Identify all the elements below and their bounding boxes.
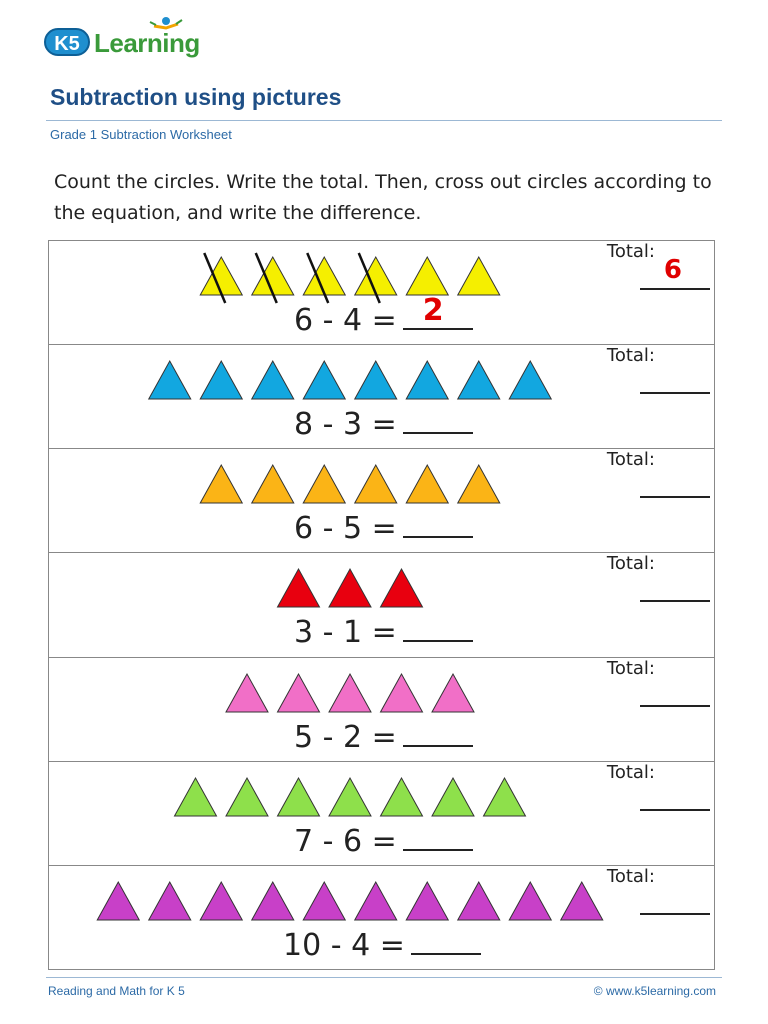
difference-blank[interactable]: [403, 825, 473, 851]
triangle-shape: [252, 257, 294, 295]
total-label: Total:: [606, 345, 655, 366]
problem-row: [49, 658, 714, 762]
difference-blank[interactable]: [403, 408, 473, 434]
triangle-shape: [200, 361, 242, 399]
triangle-shape: [458, 882, 500, 920]
equation: [294, 824, 473, 859]
problem-row: [49, 553, 714, 658]
triangle-shape: [329, 674, 371, 712]
triangle-shape: [200, 465, 242, 503]
triangle-shape: [458, 361, 500, 399]
instructions: Count the circles. Write the total. Then, cross out circles according to the equation, and write the difference.: [54, 171, 712, 224]
page-subtitle: Grade 1 Subtraction Worksheet: [50, 127, 232, 142]
equation-text: 6 - 4 =: [294, 303, 397, 338]
total-blank[interactable]: [640, 599, 710, 602]
triangle-shape: [252, 882, 294, 920]
equation-text: 10 - 4 =: [283, 928, 405, 963]
page-title: Subtraction using pictures: [50, 84, 342, 110]
triangle-shape: [509, 882, 551, 920]
total-label: Total:: [606, 866, 655, 887]
triangle-shape: [406, 465, 448, 503]
difference-answer: 2: [422, 293, 444, 328]
triangle-shape: [381, 674, 423, 712]
total-label: Total:: [606, 658, 655, 679]
header-divider: [46, 120, 722, 121]
triangle-shape: [303, 361, 345, 399]
triangle-shape: [355, 257, 397, 295]
total-label: Total:: [606, 449, 655, 470]
equation-text: 6 - 5 =: [294, 511, 397, 546]
logo-figure-icon: [146, 16, 186, 38]
difference-blank[interactable]: [403, 721, 473, 747]
equation: [283, 928, 481, 963]
difference-blank[interactable]: [403, 293, 473, 330]
triangle-shape: [509, 361, 551, 399]
triangle-shape: [252, 361, 294, 399]
logo-k5-badge: K5: [44, 28, 90, 56]
triangle-shape: [303, 465, 345, 503]
equation: [294, 615, 473, 650]
triangle-shape: [406, 361, 448, 399]
triangle-shape: [432, 674, 474, 712]
triangle-shape: [355, 361, 397, 399]
total-answer: 6: [663, 255, 682, 285]
triangle-shape: [329, 569, 371, 607]
problem-row: [49, 762, 714, 866]
difference-blank[interactable]: [403, 616, 473, 642]
equation-text: 5 - 2 =: [294, 720, 397, 755]
total-label: Total:: [606, 553, 655, 574]
triangle-shape: [252, 465, 294, 503]
equation-text: 8 - 3 =: [294, 407, 397, 442]
triangle-shape: [278, 778, 320, 816]
total-blank[interactable]: [640, 912, 710, 915]
triangle-shape: [484, 778, 526, 816]
triangle-shape: [406, 257, 448, 295]
triangle-shape: [278, 674, 320, 712]
logo-wordmark: Learning: [94, 28, 200, 58]
triangle-shape: [432, 778, 474, 816]
difference-blank[interactable]: [411, 929, 481, 955]
problem-row: [49, 449, 714, 553]
triangle-shape: [226, 674, 268, 712]
equation: [294, 511, 473, 546]
triangle-shape: [97, 882, 139, 920]
triangle-shape: [226, 778, 268, 816]
total-blank[interactable]: [640, 391, 710, 394]
total-label: Total:: [606, 762, 655, 783]
problem-row: [49, 345, 714, 449]
triangle-shape: [458, 465, 500, 503]
triangle-shape: [200, 882, 242, 920]
equation-text: 3 - 1 =: [294, 615, 397, 650]
problem-grid: [48, 240, 715, 970]
total-blank[interactable]: [640, 704, 710, 707]
equation: [294, 407, 473, 442]
footer-tagline: Reading and Math for K 5: [48, 984, 185, 998]
triangle-shape: [355, 882, 397, 920]
problem-row: [49, 241, 714, 345]
triangle-shape: [149, 361, 191, 399]
equation: [294, 293, 473, 338]
triangle-shape: [303, 257, 345, 295]
triangle-shape: [381, 778, 423, 816]
triangle-shape: [458, 257, 500, 295]
triangle-shape: [278, 569, 320, 607]
triangle-shape: [381, 569, 423, 607]
total-label: Total:: [606, 241, 655, 262]
triangle-shape: [149, 882, 191, 920]
equation-text: 7 - 6 =: [294, 824, 397, 859]
footer-website: © www.k5learning.com: [593, 984, 716, 998]
difference-blank[interactable]: [403, 512, 473, 538]
problem-row: [49, 866, 714, 971]
triangle-shape: [200, 257, 242, 295]
total-blank[interactable]: [640, 808, 710, 811]
triangle-shape: [175, 778, 217, 816]
triangle-shape: [303, 882, 345, 920]
triangle-shape: [406, 882, 448, 920]
equation: [294, 720, 473, 755]
total-blank[interactable]: [640, 287, 710, 290]
footer-divider: [46, 977, 722, 978]
triangle-shape: [329, 778, 371, 816]
k5-learning-logo: [44, 16, 214, 60]
triangle-shape: [561, 882, 603, 920]
total-blank[interactable]: [640, 495, 710, 498]
triangle-shape: [355, 465, 397, 503]
